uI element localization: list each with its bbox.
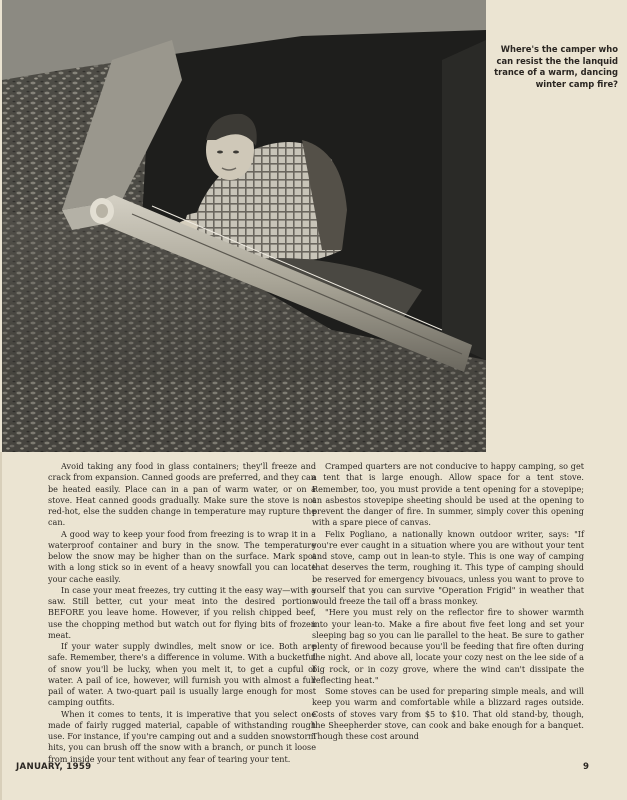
photograph-illustration [2,0,486,452]
photograph [2,0,486,452]
page-edge [0,452,2,800]
paragraph: In case your meat freezes, try cutting it the easy way—with a saw. Still better, cut your meat into the desired portions BEFORE you leave home. However, if you relish chipped beef, use the chopping method but watch out for flying bits of frozen meat. [48,584,316,640]
paragraph: Avoid taking any food in glass containers; they'll freeze and crack from expansion. Canned goods are preferred, and they can be heated easily. Place can in a pan of warm water, or on a stove. Heat canned goods gradually. Make sure the stove is not red-hot, else the sudden change in temperature may rupture the can. [48,461,316,528]
paragraph: Cramped quarters are not conducive to happy camping, so get a tent that is large enough. Allow space for a tent stove. Remember, too, you must provide a tent opening for a stovepipe; an asbestos stovepipe sheeting should be used at the opening to prevent the danger of fire. In summer, simply cover this opening with a spare piece of canvas. [312,461,584,528]
article-column-left [48,461,316,765]
issue-date: JANUARY, 1959 [16,762,92,772]
paragraph: A good way to keep your food from freezing is to wrap it in a waterproof container and bury in the snow. The temperature below the snow may be higher than on the surface. Mark spot with a long stick so in event of a heavy snowfall you can locate your cache easily. [48,528,316,584]
paragraph: If your water supply dwindles, melt snow or ice. Both are safe. Remember, there's a difference in volume. With a bucketful of snow you'll be lucky, when you melt it, to get a cupful of water. A pail of ice, however, will furnish you with almost a full pail of water. A two-quart pail is usually large enough for most camping outfits. [48,641,316,708]
paragraph: "Here you must rely on the reflector fire to shower warmth into your lean-to. Make a fire about five feet long and set your sleeping bag so you can lie parallel to the heat. Be sure to gather plenty of firewood because you'll be feeding that fire often during the night. And above all, locate your cozy nest on the lee side of a big rock, or in cozy grove, where the wind can't dissipate the reflecting heat." [312,607,584,685]
page-number: 9 [583,762,590,772]
article-column-right [312,461,584,742]
paragraph: When it comes to tents, it is imperative that you select one made of fairly rugged material, capable of withstanding rough use. For instance, if you're camping out and a sudden snowstorm hits, you can brush off the snow with a branch, or punch it loose from inside your tent without any fear of tearing your tent. [48,708,316,764]
photo-caption: Where's the camper who can resist the the lanquid trance of a warm, dancing winter camp fire? [494,44,618,89]
paragraph: Felix Pogliano, a nationally known outdoor writer, says: "If you're ever caught in a situation where you are without your tent and stove, camp out in lean-to style. This is one way of camping that deserves the term, roughing it. This type of camping should be reserved for emergency bivouacs, unless you want to prove to yourself that you can survive "Operation Frigid" in weather that would freeze the tail off a brass monkey. [312,528,584,606]
paragraph: Some stoves can be used for preparing simple meals, and will keep you warm and comfortable while a blizzard rages outside. Costs of stoves vary from $5 to $10. That old stand-by, though, the Sheepherder stove, can cook and bake enough for a banquet. Though these cost around [312,686,584,741]
